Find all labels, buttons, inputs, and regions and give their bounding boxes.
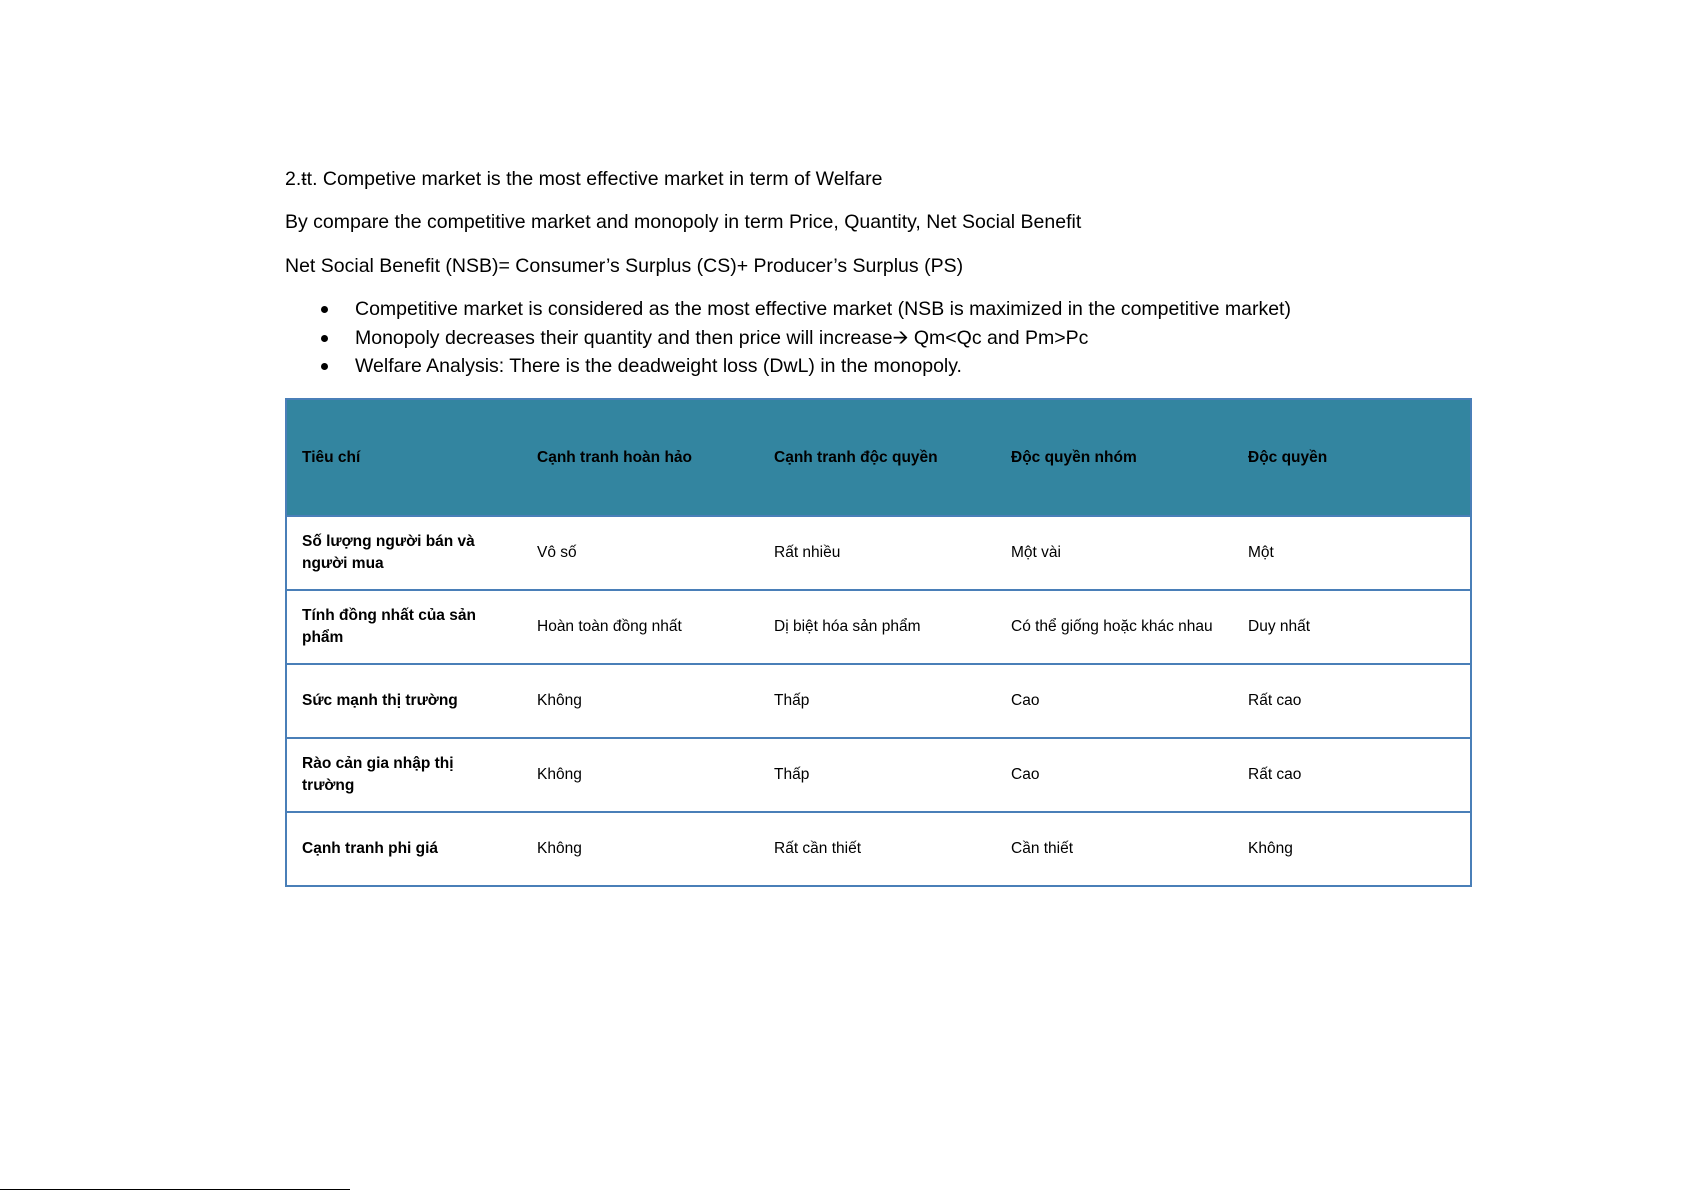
table-cell: Dị biệt hóa sản phẩm <box>774 618 921 635</box>
bullet-item <box>285 297 1291 326</box>
table-cell: Một vài <box>1011 544 1061 561</box>
header-monopoly: Độc quyền <box>1248 448 1328 466</box>
bullet-item <box>285 326 1291 355</box>
table-row <box>286 590 1471 664</box>
table-cell: Cao <box>1011 692 1040 709</box>
market-comparison-table <box>285 398 1472 887</box>
table-cell: Cần thiết <box>1011 840 1074 857</box>
intro-paragraph: By compare the competitive market and monopoly in term Price, Quantity, Net Social Benefit <box>285 211 1082 233</box>
table-cell: Duy nhất <box>1248 618 1311 635</box>
bullet-text: Monopoly decreases their quantity and then price will increase🡪 Qm<Qc and Pm>Pc <box>355 326 1089 349</box>
row-criterion: Cạnh tranh phi giá <box>302 840 439 857</box>
table-cell: Không <box>537 766 582 783</box>
bullet-list <box>285 297 1291 383</box>
formula-paragraph: Net Social Benefit (NSB)= Consumer’s Surplus (CS)+ Producer’s Surplus (PS) <box>285 255 964 277</box>
header-monopolistic-competition: Cạnh tranh độc quyền <box>774 448 938 466</box>
table-cell: Không <box>537 692 582 709</box>
table-cell: Rất cần thiết <box>774 840 862 857</box>
table-cell: Không <box>1248 840 1293 857</box>
header-oligopoly: Độc quyền nhóm <box>1011 448 1137 466</box>
table-cell: Rất cao <box>1248 692 1302 709</box>
bullet-dot-icon <box>321 363 328 370</box>
table-cell: Cao <box>1011 766 1040 783</box>
table-row <box>286 516 1471 590</box>
bullet-dot-icon <box>321 306 328 313</box>
header-perfect-competition: Cạnh tranh hoàn hảo <box>537 448 692 466</box>
bullet-dot-icon <box>321 335 328 342</box>
row-criterion: Rào cản gia nhập thị trường <box>302 755 454 794</box>
table-row <box>286 664 1471 738</box>
table-cell: Rất cao <box>1248 766 1302 783</box>
footnote-separator <box>0 1189 350 1190</box>
bullet-text: Welfare Analysis: There is the deadweight loss (DwL) in the monopoly. <box>355 355 962 377</box>
table-cell: Có thể giống hoặc khác nhau <box>1011 618 1213 635</box>
table-header <box>286 399 1471 516</box>
table-cell: Vô số <box>537 544 577 561</box>
table-cell: Hoàn toàn đồng nhất <box>537 618 682 635</box>
table-cell: Thấp <box>774 692 810 709</box>
table-cell: Thấp <box>774 766 810 783</box>
bullet-item <box>285 354 1291 383</box>
table-cell: Không <box>537 840 582 857</box>
row-criterion: Tính đồng nhất của sản phẩm <box>302 607 476 646</box>
table-cell: Một <box>1248 544 1274 561</box>
row-criterion: Số lượng người bán và người mua <box>302 533 475 572</box>
table-body <box>286 516 1471 886</box>
header-criteria: Tiêu chí <box>302 448 361 466</box>
bullet-text: Competitive market is considered as the most effective market (NSB is maximized in the competitive market) <box>355 298 1291 320</box>
row-criterion: Sức mạnh thị trường <box>302 692 458 709</box>
section-heading: 2.ŧt. Competive market is the most effective market in term of Welfare <box>285 168 883 190</box>
table-row <box>286 738 1471 812</box>
header-row <box>286 399 1471 516</box>
table-row <box>286 812 1471 886</box>
table-cell: Rất nhiều <box>774 544 841 561</box>
